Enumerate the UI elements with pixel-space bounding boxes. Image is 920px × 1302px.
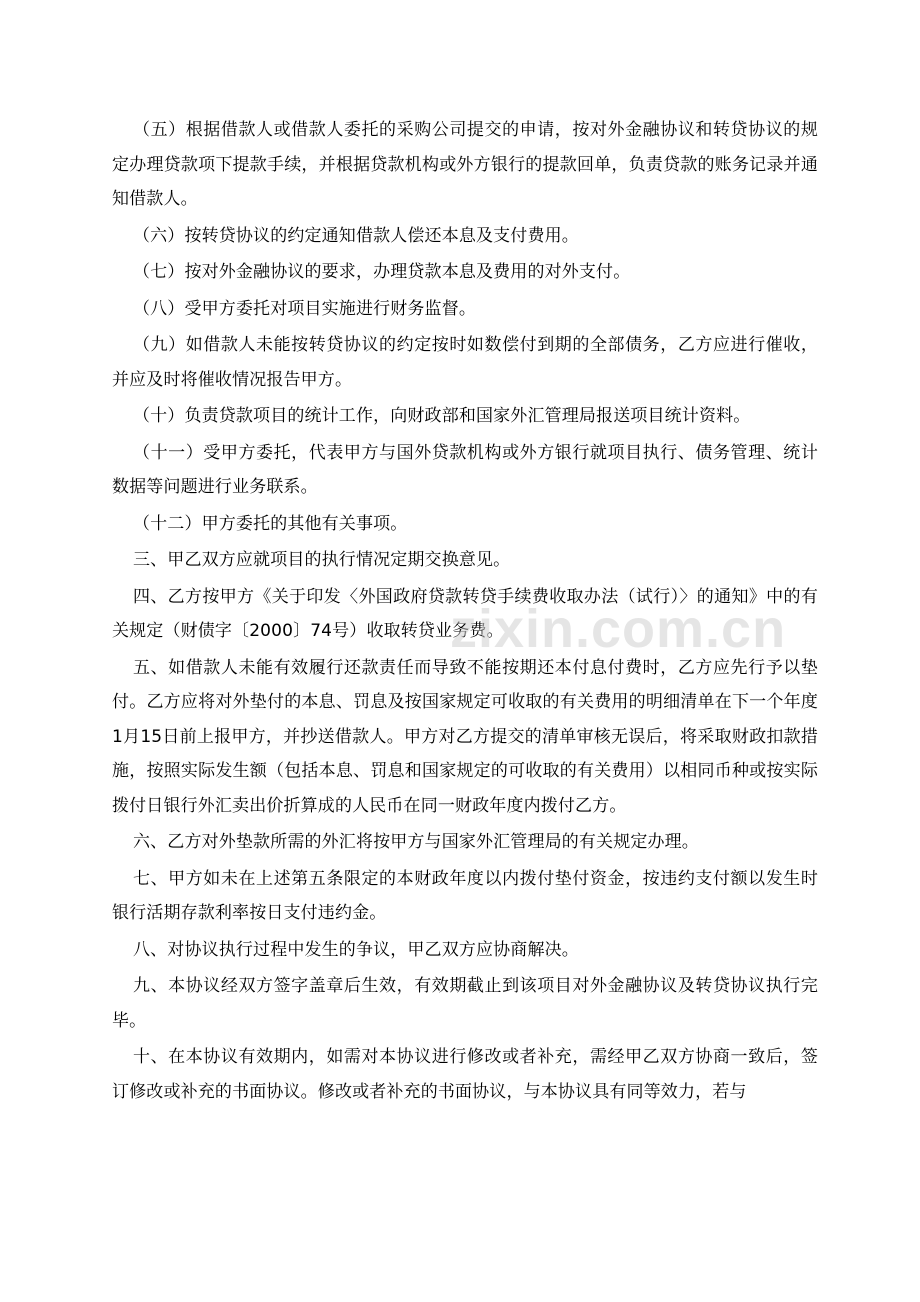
article-4-paragraph: 四、乙方按甲方《关于印发〈外国政府贷款转贷手续费收取办法（试行）〉的通知》中的有关规定（财债字〔2000〕74号）收取转贷业务费。 <box>112 586 818 641</box>
clause-5-paragraph: （五）根据借款人或借款人委托的采购公司提交的申请，按对外金融协议和转贷协议的规定办理贷款项下提款手续，并根据贷款机构或外方银行的提款回单，负责贷款的账务记录并通知借款人。 <box>112 120 818 209</box>
clause-11-paragraph: （十一）受甲方委托，代表甲方与国外贷款机构或外方银行就项目执行、债务管理、统计数据等问题进行业务联系。 <box>112 442 818 497</box>
article-8-paragraph: 八、对协议执行过程中发生的争议，甲乙双方应协商解决。 <box>133 939 579 960</box>
article-5-paragraph: 五、如借款人未能有效履行还款责任而导致不能按期还本付息付费时，乙方应先行予以垫付。乙方应将对外垫付的本息、罚息及按国家规定可收取的有关费用的明细清单在下一个年度1月15日前上报甲方，并抄送借款人。甲方对乙方提交的清单审核无误后，将采取财政扣款措施，按照实际发生额（包括本息、罚息和国家规定的可收取的有关费用）以相同币种或按实际拨付日银行外汇卖出价折算成的人民币在同一财政年度内拨付乙方。 <box>112 657 818 816</box>
watermark: zixin.com.cn <box>450 599 787 659</box>
clause-6-paragraph: （六）按转贷协议的约定通知借款人偿还本息及支付费用。 <box>133 225 579 246</box>
clause-10-paragraph: （十）负责贷款项目的统计工作，向财政部和国家外汇管理局报送项目统计资料。 <box>133 406 751 426</box>
article-9-paragraph: 九、本协议经双方签字盖章后生效，有效期截止到该项目对外金融协议及转贷协议执行完毕。 <box>112 976 818 1031</box>
clause-9-paragraph: （九）如借款人未能按转贷协议的约定按时如数偿付到期的全部债务，乙方应进行催收，并应及时将催收情况报告甲方。 <box>112 335 818 390</box>
article-10-paragraph: 十、在本协议有效期内，如需对本协议进行修改或者补充，需经甲乙双方协商一致后，签订修改或补充的书面协议。修改或者补充的书面协议，与本协议具有同等效力，若与 <box>112 1047 818 1102</box>
article-6-paragraph: 六、乙方对外垫款所需的外汇将按甲方与国家外汇管理局的有关规定办理。 <box>133 832 699 852</box>
article-3-paragraph: 三、甲乙双方应就项目的执行情况定期交换意见。 <box>133 550 511 570</box>
clause-7-paragraph: （七）按对外金融协议的要求，办理贷款本息及费用的对外支付。 <box>133 262 631 282</box>
clause-12-paragraph: （十二）甲方委托的其他有关事项。 <box>133 513 408 534</box>
document-body <box>112 113 818 1111</box>
clause-8-paragraph: （八）受甲方委托对项目实施进行财务监督。 <box>133 298 476 319</box>
article-7-paragraph: 七、甲方如未在上述第五条限定的本财政年度以内拨付垫付资金，按违约支付额以发生时银行活期存款利率按日支付违约金。 <box>112 868 818 923</box>
